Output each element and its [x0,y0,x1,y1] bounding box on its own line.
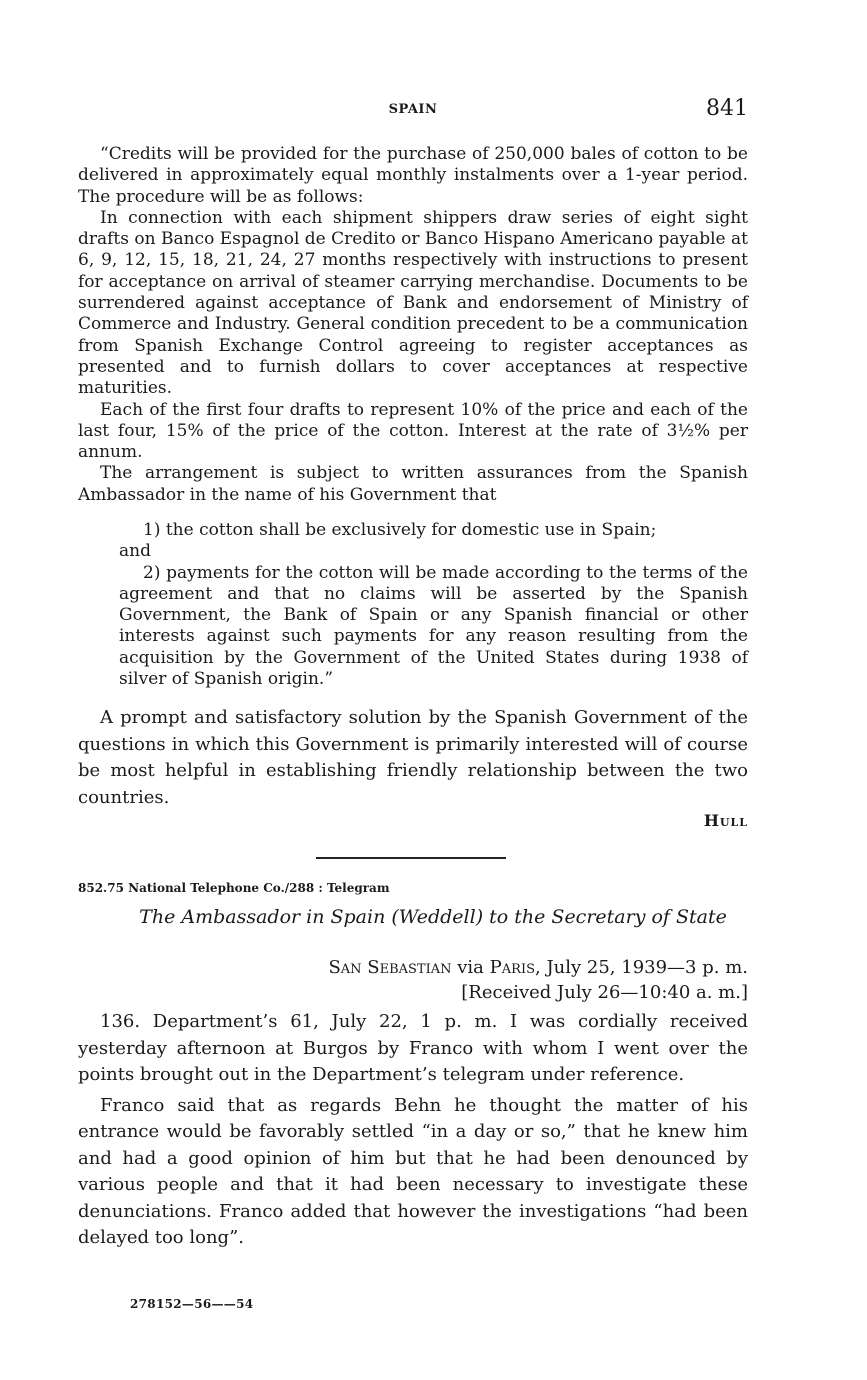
document-title: The Ambassador in Spain (Weddell) to the Secretary of State [139,906,727,928]
received-line: [Received July 26—10:40 a. m.] [461,982,748,1003]
dateline [328,955,748,1005]
assurance-item-1: 1) the cotton shall be exclusively for domestic use in Spain; [143,520,657,540]
place-from: San Sebastian [328,957,452,978]
signature: Hull [703,811,748,830]
date-time: , July 25, 1939—3 p. m. [535,957,748,978]
via-word: via [457,957,484,978]
closing-paragraph: A prompt and satisfactory solution by the Spanish Government of the questions in which this Government is primarily interested will of course be most helpful in establishing friendly relationship between the two countries. [78,707,748,808]
assurance-item-2: 2) payments for the cotton will be made according to the terms of the agreement and that no claims will be asserted by the Spanish Government, the Bank of Spain or any Spanish financial or other interests against such payments for any reason resulting from the acquisition by the Government of the United States during 1938 of silver of Spanish origin.” [119,562,748,690]
file-reference: 852.75 National Telephone Co./288 : Telegram [78,881,390,895]
telegram-paragraph: 136. Department’s 61, July 22, 1 p. m. I was cordially received yesterday afternoon at Burgos by Franco with whom I went over the points brought out in the Department’s telegram under reference. [78,1011,748,1085]
place-via: Paris [489,957,535,978]
assurance-conjunction: and [119,541,151,562]
quote-paragraph: “Credits will be provided for the purchase of 250,000 bales of cotton to be delivered in approximately equal monthly instalments over a 1-year period. The procedure will be as follows: [78,144,748,207]
quote-paragraph: The arrangement is subject to written assurances from the Spanish Ambassador in the name of his Government that [78,463,748,505]
telegram-paragraph: Franco said that as regards Behn he thought the matter of his entrance would be favorably settled “in a day or so,” that he knew him and had a good opinion of him but that he had been denounced by various people and that it had been necessary to investigate these denunciations. Franco added that however the investigations “had been delayed too long”. [78,1094,748,1248]
telegram-body [78,1009,748,1252]
running-title: SPAIN [388,102,438,117]
page-number: 841 [706,96,748,121]
print-code: 278152—56——54 [130,1297,254,1311]
quote-paragraph: Each of the first four drafts to represent 10% of the price and each of the last four, 15% of the price of the cotton. Interest at the rate of 3½% per annum. [78,399,748,463]
page-header [78,96,748,126]
closing-paragraph-block [78,705,748,811]
dateline-origin [328,955,748,980]
quote-paragraph: In connection with each shipment shippers draw series of eight sight drafts on Banco Espagnol de Credito or Banco Hispano Americano payable at 6, 9, 12, 15, 18, 21, 24, 27 months respectively with instructions to present for acceptance on arrival of steamer carrying merchandise. Documents to be surrendered against acceptance of Bank and endorsement of Ministry of Commerce and Industry. General condition precedent to be a communication from Spanish Exchange Control agreeing to register acceptances as presented and to furnish dollars to cover acceptances at respective maturities. [78,207,748,399]
assurance-list [119,520,748,690]
section-divider [316,857,506,859]
quoted-text-block [78,144,748,506]
